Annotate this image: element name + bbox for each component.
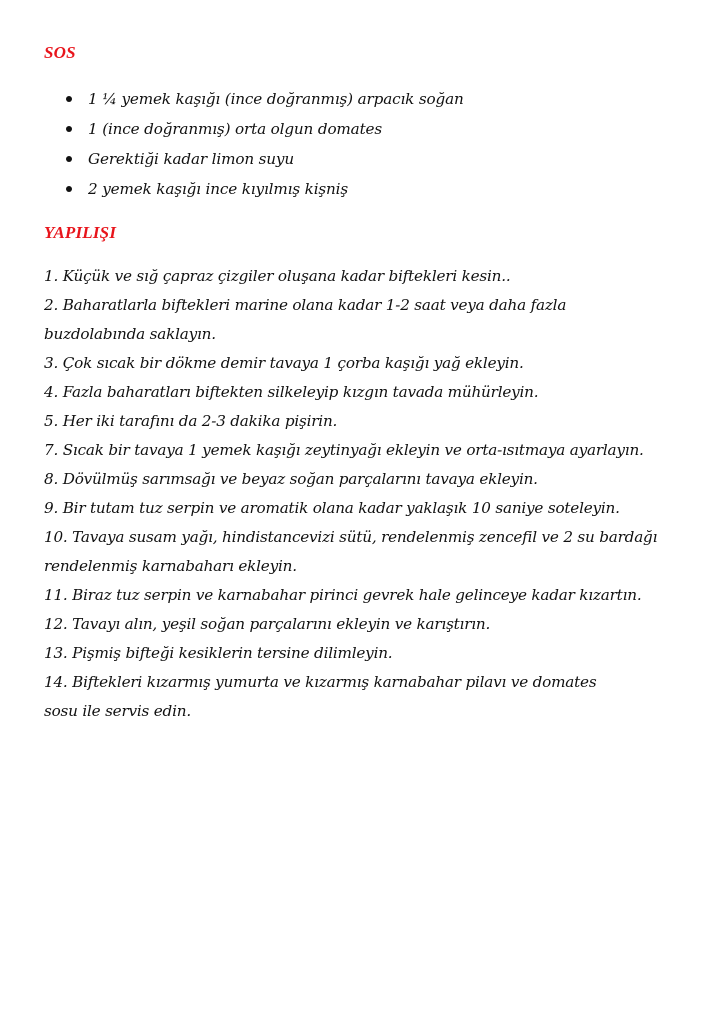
bullet-icon bbox=[66, 96, 72, 102]
method-steps bbox=[44, 262, 704, 726]
step-line: rendelenmiş karnabaharı ekleyin. bbox=[44, 557, 297, 575]
sauce-heading: SOS bbox=[44, 43, 76, 62]
ingredient-text: 2 yemek kaşığı ince kıyılmış kişniş bbox=[88, 180, 349, 198]
step-line: 7. Sıcak bir tavaya 1 yemek kaşığı zeytinyağı ekleyin ve orta-ısıtmaya ayarlayın. bbox=[44, 441, 644, 459]
step-line: 14. Biftekleri kızarmış yumurta ve kızarmış karnabahar pilavı ve domates bbox=[44, 673, 597, 691]
step-line: buzdolabında saklayın. bbox=[44, 325, 216, 343]
ingredient-item bbox=[66, 84, 704, 114]
ingredient-item bbox=[66, 174, 704, 204]
step-line: 10. Tavaya susam yağı, hindistancevizi sütü, rendelenmiş zencefil ve 2 su bardağı bbox=[44, 528, 658, 546]
ingredient-item bbox=[66, 114, 704, 144]
step-line: 5. Her iki tarafını da 2-3 dakika pişirin. bbox=[44, 412, 338, 430]
step-line: 9. Bir tutam tuz serpin ve aromatik olana kadar yaklaşık 10 saniye soteleyin. bbox=[44, 499, 620, 517]
step-line: 12. Tavayı alın, yeşil soğan parçalarını ekleyin ve karıştırın. bbox=[44, 615, 491, 633]
step-line: 1. Küçük ve sığ çapraz çizgiler oluşana kadar biftekleri kesin.. bbox=[44, 267, 511, 285]
ingredient-text: 1 ¼ yemek kaşığı (ince doğranmış) arpacık soğan bbox=[88, 90, 464, 108]
ingredient-text: 1 (ince doğranmış) orta olgun domates bbox=[88, 120, 383, 138]
step-line: sosu ile servis edin. bbox=[44, 702, 191, 720]
bullet-icon bbox=[66, 186, 72, 192]
step-line: 4. Fazla baharatları biftekten silkeleyip kızgın tavada mühürleyin. bbox=[44, 383, 539, 401]
sauce-ingredients-list bbox=[44, 84, 704, 204]
step-line: 3. Çok sıcak bir dökme demir tavaya 1 çorba kaşığı yağ ekleyin. bbox=[44, 354, 524, 372]
step-line: 11. Biraz tuz serpin ve karnabahar pirinci gevrek hale gelinceye kadar kızartın. bbox=[44, 586, 642, 604]
bullet-icon bbox=[66, 156, 72, 162]
step-line: 2. Baharatlarla biftekleri marine olana kadar 1-2 saat veya daha fazla bbox=[44, 296, 567, 314]
ingredient-text: Gerektiği kadar limon suyu bbox=[88, 150, 294, 168]
ingredient-item bbox=[66, 144, 704, 174]
step-line: 13. Pişmiş bifteği kesiklerin tersine dilimleyin. bbox=[44, 644, 393, 662]
document-page bbox=[44, 40, 704, 726]
method-heading: YAPILIŞI bbox=[44, 223, 117, 242]
step-line: 8. Dövülmüş sarımsağı ve beyaz soğan parçalarını tavaya ekleyin. bbox=[44, 470, 538, 488]
bullet-icon bbox=[66, 126, 72, 132]
